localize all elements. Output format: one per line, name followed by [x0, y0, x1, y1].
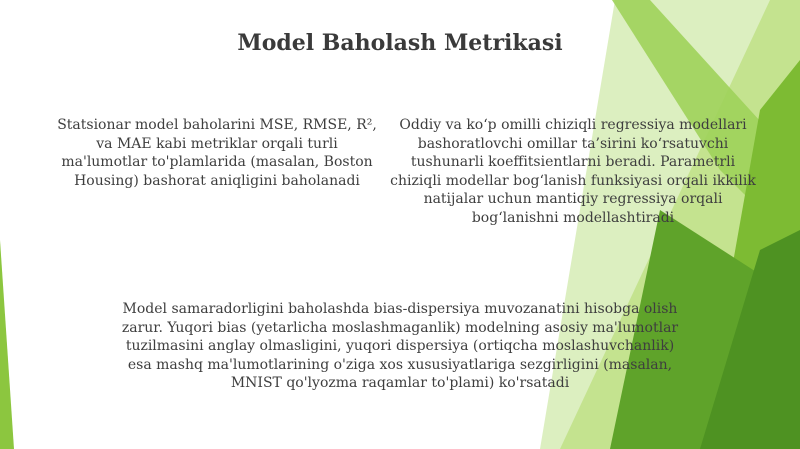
left-text-block: Statsionar model baholarini MSE, RMSE, R², va MAE kabi metriklar orqali turli ma'lumotlar to'plamlarida (masalan, Boston Housing) bashorat aniqligini baholanadi — [57, 117, 377, 189]
right-text-block: Oddiy va ko‘p omilli chiziqli regressiya modellari bashoratlovchi omillar ta’sirini ko‘rsatuvchi tushunarli koeffitsientlarni beradi. Parametrli chiziqli modellar bog‘lanish funksiyasi orqali ikkilik natijalar uchun mantiqiy regressiya orqali bog‘lanishni modellashtiradi — [390, 117, 756, 226]
bottom-text-block: Model samaradorligini baholashda bias-dispersiya muvozanatini hisobga olish zarur. Yuqori bias (yetarlicha moslashmaganlik) modelning asosiy ma'lumotlar tuzilmasini anglay olmasligini, yuqori dispersiya (ortiqcha moslashuvchanlik) esa mashq ma'lumotlarining o'ziga xos xususiyatlariga sezgirligini (masalan, MNIST qo'lyozma raqamlar to'plami) ko'rsatadi — [121, 301, 679, 391]
green-left-strip — [0, 240, 14, 449]
slide-title: Model Baholash Metrikasi — [237, 30, 563, 56]
